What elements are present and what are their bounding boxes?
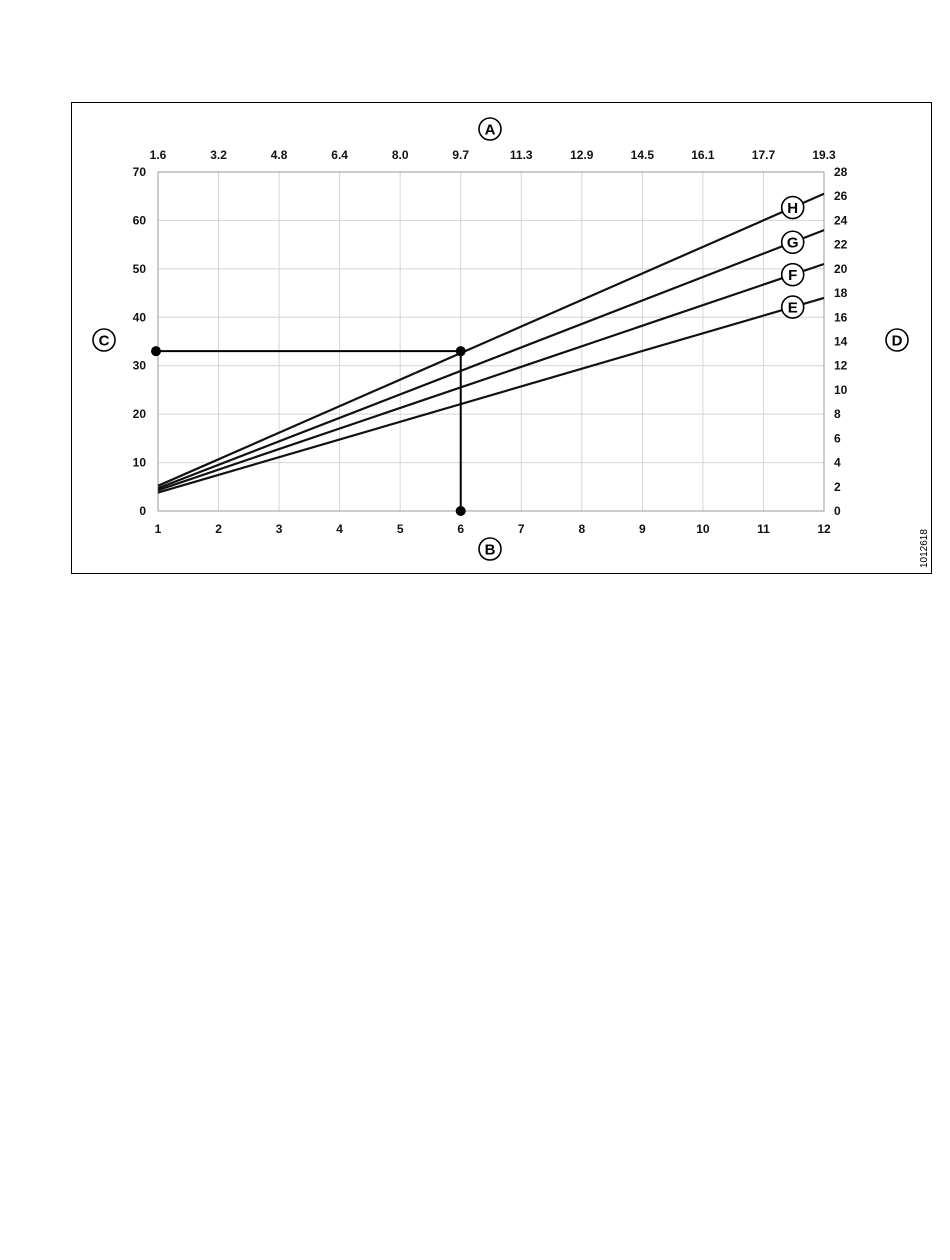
tick-labels (133, 148, 848, 536)
y-right-tick-label: 20 (834, 261, 848, 276)
x-top-tick-label: 9.7 (452, 148, 470, 162)
series-label-f: F (788, 267, 798, 285)
x-bottom-tick-label: 6 (457, 522, 465, 536)
y-left-tick-label: 40 (132, 310, 146, 325)
x-bottom-tick-label: 2 (215, 522, 222, 536)
y-left-tick-label: 30 (132, 358, 146, 373)
y-right-tick-label: 0 (834, 504, 841, 518)
series-lines (158, 194, 824, 493)
y-left-tick-label: 70 (132, 165, 146, 179)
y-right-tick-label: 18 (834, 286, 848, 301)
x-top-tick-label: 4.8 (270, 148, 288, 162)
y-right-tick-label: 4 (834, 455, 841, 470)
x-top-tick-label: 6.4 (331, 148, 348, 162)
chart (72, 103, 933, 575)
y-right-tick-label: 8 (834, 407, 841, 422)
y-right-tick-label: 14 (834, 334, 848, 349)
y-right-tick-label: 26 (834, 189, 848, 204)
y-right-tick-label: 12 (834, 358, 848, 373)
x-top-tick-label: 16.1 (691, 148, 715, 162)
x-bottom-tick-label: 12 (817, 522, 831, 536)
y-right-tick-label: 6 (834, 431, 841, 446)
x-top-tick-label: 1.6 (149, 148, 167, 162)
x-bottom-tick-label: 1 (154, 522, 162, 536)
y-right-tick-label: 2 (834, 479, 841, 494)
y-right-tick-label: 28 (834, 165, 848, 179)
x-top-tick-label: 19.3 (812, 148, 836, 162)
x-top-tick-label: 3.2 (210, 148, 227, 162)
y-right-tick-label: 10 (834, 382, 848, 397)
y-left-tick-label: 50 (132, 261, 146, 276)
y-right-tick-label: 16 (834, 310, 848, 325)
example-dot-intersection (456, 346, 466, 356)
example-dot-left (151, 346, 161, 356)
figure-frame (71, 102, 932, 574)
x-bottom-tick-label: 4 (336, 522, 343, 536)
callout-b-label: B (484, 541, 496, 559)
series-label-e: E (787, 299, 798, 317)
x-bottom-tick-label: 10 (696, 522, 710, 536)
series-line-f (158, 264, 824, 490)
y-right-tick-label: 22 (834, 237, 848, 252)
x-bottom-tick-label: 3 (275, 522, 283, 536)
x-bottom-tick-label: 11 (757, 522, 770, 536)
callout-a-label: A (484, 121, 496, 139)
x-top-tick-label: 14.5 (630, 148, 655, 162)
y-left-tick-label: 0 (139, 504, 146, 518)
series-label-g: G (786, 234, 799, 252)
grid (158, 172, 824, 511)
x-top-tick-label: 12.9 (570, 148, 594, 162)
callouts (93, 118, 908, 560)
x-bottom-tick-label: 8 (578, 522, 586, 536)
x-top-tick-label: 8.0 (391, 148, 409, 162)
series-line-e (158, 298, 824, 493)
y-left-tick-label: 10 (132, 455, 146, 470)
series-line-h (158, 194, 824, 486)
plot-border (158, 172, 824, 511)
callout-d-label: D (891, 332, 903, 350)
example-dot-bottom (456, 506, 466, 516)
x-top-tick-label: 11.3 (509, 148, 533, 162)
y-right-tick-label: 24 (834, 213, 848, 228)
y-left-tick-label: 60 (132, 213, 146, 228)
callout-c-label: C (98, 332, 110, 350)
y-left-tick-label: 20 (132, 407, 146, 422)
figure-id: 1012618 (919, 529, 930, 568)
x-bottom-tick-label: 7 (517, 522, 525, 536)
x-bottom-tick-label: 5 (396, 522, 404, 536)
series-label-h: H (787, 200, 799, 218)
x-bottom-tick-label: 9 (639, 522, 646, 536)
x-top-tick-label: 17.7 (751, 148, 776, 162)
